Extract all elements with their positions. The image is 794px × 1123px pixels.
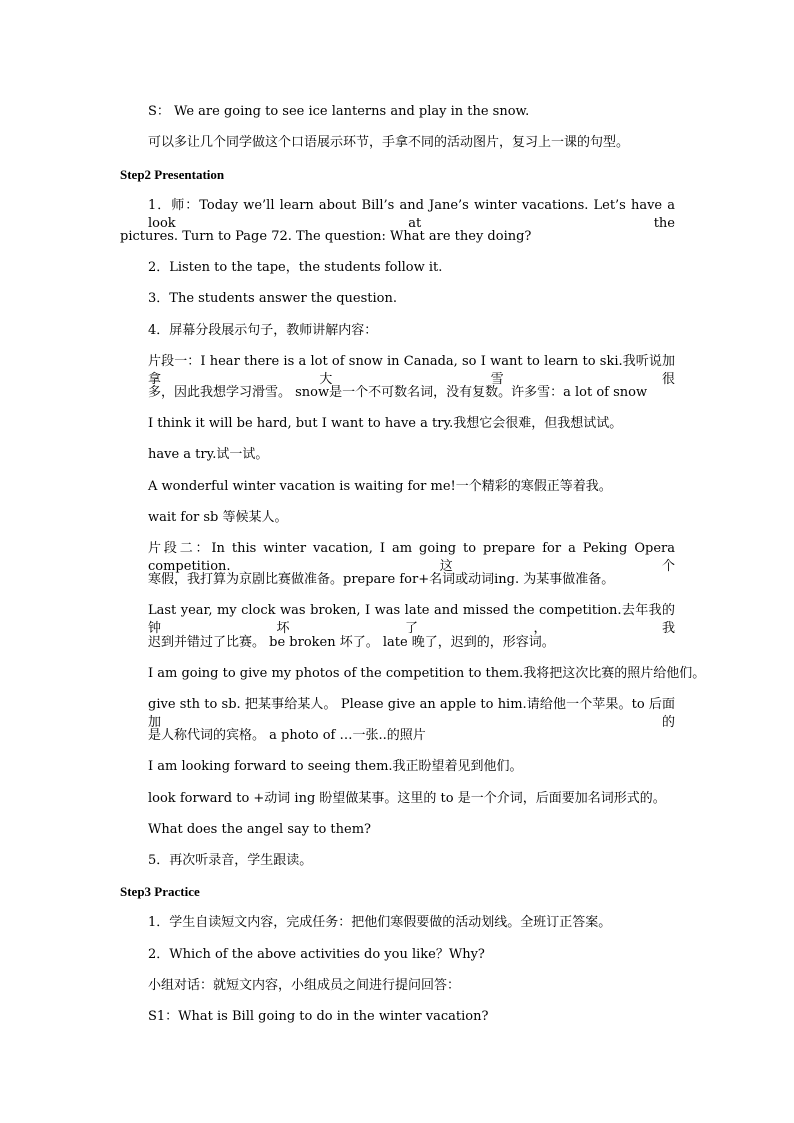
paragraph-line: 多，因此我想学习滑雪。 snow是一个不可数名词，没有复数。许多雪：a lot of snow <box>148 385 648 400</box>
paragraph-line: I am going to give my photos of the competition to them.我将把这次比赛的照片给他们。 <box>148 666 706 681</box>
paragraph-line: What does the angel say to them? <box>148 822 372 837</box>
paragraph-line: pictures. Turn to Page 72. The question: What are they doing? <box>120 229 532 244</box>
paragraph-line: I am looking forward to seeing them.我正盼望着见到他们。 <box>148 759 523 774</box>
paragraph-line: 迟到并错过了比赛。 be broken 坏了。 late 晚了，迟到的，形容词。 <box>148 635 555 650</box>
paragraph-line: look forward to +动词 ing 盼望做某事。这里的 to 是一个介词，后面要加名词形式的。 <box>148 791 666 806</box>
paragraph-line: give sth to sb. 把某事给某人。 Please give an apple to him.请给他一个苹果。to 后面加的 <box>148 697 675 730</box>
paragraph-line: 是人称代词的宾格。 a photo of …一张..的照片 <box>148 728 426 743</box>
paragraph-line: A wonderful winter vacation is waiting for me!一个精彩的寒假正等着我。 <box>148 479 612 494</box>
paragraph-line: Last year, my clock was broken, I was late and missed the competition.去年我的钟坏了，我 <box>148 603 675 636</box>
teaching-note: 可以多让几个同学做这个口语展示环节，手拿不同的活动图片，复习上一课的句型。 <box>148 135 630 150</box>
paragraph-line: 3．The students answer the question. <box>148 291 397 306</box>
dialogue-line: S1：What is Bill going to do in the winter vacation? <box>148 1009 489 1024</box>
paragraph-line: wait for sb 等候某人。 <box>148 510 288 525</box>
paragraph-line: 片段二：In this winter vacation, I am going to prepare for a Peking Opera competition.这个 <box>148 541 675 574</box>
paragraph-line: 小组对话：就短文内容，小组成员之间进行提问回答： <box>148 978 461 993</box>
section-heading: Step2 Presentation <box>120 167 225 182</box>
paragraph-line: 1．学生自读短文内容，完成任务：把他们寒假要做的活动划线。全班订正答案。 <box>148 915 612 930</box>
paragraph-line: 5．再次听录音，学生跟读。 <box>148 853 313 868</box>
paragraph-line: 4．屏幕分段展示句子，教师讲解内容： <box>148 323 378 338</box>
paragraph-line: 2．Listen to the tape，the students follow it. <box>148 260 443 275</box>
paragraph-line: 1．师：Today we’ll learn about Bill’s and Jane’s winter vacations. Let’s have a look at the <box>148 198 675 231</box>
paragraph-line: 2．Which of the above activities do you like？Why? <box>148 947 485 962</box>
dialogue-line: S： We are going to see ice lanterns and play in the snow. <box>148 104 530 119</box>
paragraph-line: have a try.试一试。 <box>148 447 269 462</box>
paragraph-line: 寒假，我打算为京剧比赛做准备。prepare for+名词或动词ing. 为某事做准备。 <box>148 572 615 587</box>
paragraph-line: 片段一：I hear there is a lot of snow in Canada, so I want to learn to ski.我听说加拿大雪很 <box>148 354 675 387</box>
section-heading: Step3 Practice <box>120 884 200 899</box>
paragraph-line: I think it will be hard, but I want to have a try.我想它会很难，但我想试试。 <box>148 416 623 431</box>
